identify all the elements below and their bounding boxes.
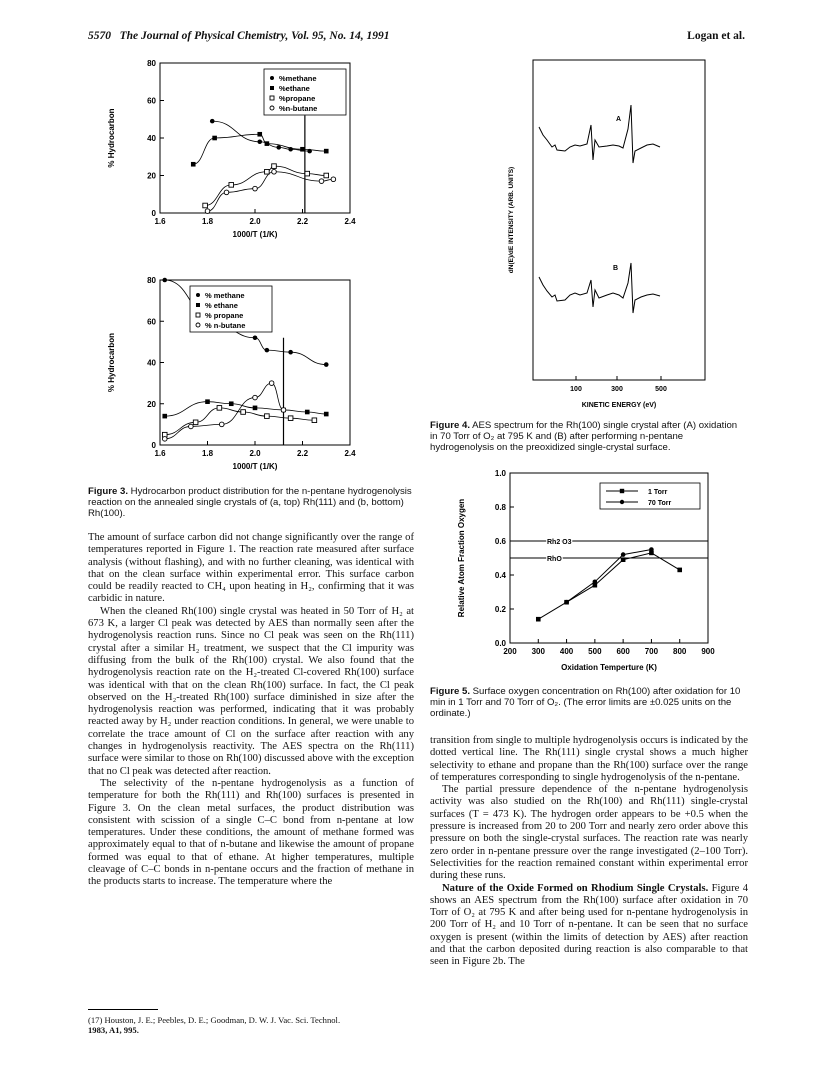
legend-marker	[196, 323, 200, 327]
x-tick-label: 1.6	[154, 217, 166, 226]
data-point	[305, 171, 310, 176]
y-tick-label: 0.8	[494, 503, 506, 512]
figure-4-caption	[430, 420, 746, 453]
data-point	[265, 141, 270, 146]
x-tick-label: 500	[655, 386, 667, 393]
legend-marker	[196, 303, 200, 307]
data-point	[536, 617, 541, 622]
figure-3-caption-text: Hydrocarbon product distribution for the n-pentane hydrogenolysis reaction on the annealed single crystals of (a, top) Rh(111) and (b, bottom) Rh(100).	[88, 486, 412, 519]
y-tick-label: 0	[151, 209, 156, 218]
paragraph: The partial pressure dependence of the n-pentane hydrogenolysis activity was also studied on the Rh(100) and Rh(111) single-crystal surfaces (T = 473 K). The hydrogen order appears to be +0.5 when the pressure is increased from 20 to 200 Torr and nearly zero order above this pressure on both the single-crystal surfaces. The reaction rate was nearly zero order in n-pentane pressure over the range investigated (2–100 Torr). Selectivities for the reaction remained constant within experimental error during these runs.	[430, 784, 748, 882]
x-tick-label: 700	[644, 647, 659, 656]
data-point	[319, 179, 324, 184]
legend-marker	[196, 313, 200, 317]
legend-label: % n-butane	[205, 321, 246, 330]
legend-label: %n-butane	[279, 104, 318, 113]
spectrum-b-label: B	[613, 265, 619, 272]
y-tick-label: 1.0	[494, 469, 506, 478]
x-tick-label: 2.2	[296, 217, 309, 226]
data-point	[324, 412, 329, 417]
data-point	[162, 437, 167, 442]
data-point	[212, 136, 217, 141]
journal-title: The Journal of Physical Chemistry, Vol. 95, No. 14, 1991	[119, 30, 390, 42]
figure-3-label: Figure 3.	[88, 486, 128, 497]
y-tick-label: 40	[147, 358, 156, 368]
data-point	[205, 209, 210, 214]
data-point	[229, 401, 234, 406]
reference-line-label: Rh2 O3	[547, 539, 572, 546]
x-tick-label: 2.0	[249, 449, 261, 458]
legend-label: %ethane	[279, 84, 310, 93]
y-axis-label: Relative Atom Fraction Oxygen	[457, 498, 466, 618]
legend-label: %methane	[279, 74, 317, 83]
figure-3b	[100, 272, 380, 487]
data-point	[564, 600, 569, 605]
x-tick-label: 300	[531, 647, 545, 656]
data-point	[324, 173, 329, 178]
data-point	[241, 410, 246, 415]
spectrum-a-label: A	[616, 116, 622, 123]
legend-label: % ethane	[205, 301, 238, 310]
x-tick-label: 300	[611, 386, 623, 393]
data-point	[224, 190, 229, 195]
data-point	[162, 414, 167, 419]
header-authors: Logan et al.	[687, 30, 745, 42]
data-point	[621, 552, 626, 557]
figure-4-caption-text: AES spectrum for the Rh(100) single crystal after (A) oxidation in 70 Torr of O₂ at 795 K and (B) after performing n-pentane hydrogenolysis on the preoxidized single-crystal surface.	[430, 420, 738, 453]
paragraph: The selectivity of the n-pentane hydrogenolysis as a function of temperature for both the Rh(111) and Rh(100) surfaces is presented in Figure 3. On the clean metal surfaces, the product distribution was consistent with scission of a single C–C bond from n-pentane at low temperatures. Under these conditions, the amount of methane formed was approximately equal to that of n-butane and likewise the amount of propane formed was equal to that of ethane. At higher temperatures, multiple cleavage of C–C bonds in n-pentane occurs and the fraction of methane in the products starts to increase. The temperature where the	[88, 777, 414, 888]
figure-4	[495, 55, 725, 415]
data-point	[324, 362, 329, 367]
figure-5-label: Figure 5.	[430, 686, 470, 697]
legend-marker	[620, 489, 624, 493]
figure-3-caption	[88, 486, 416, 519]
data-point	[210, 119, 215, 124]
data-point	[269, 381, 274, 386]
x-tick-label: 2.0	[249, 217, 261, 226]
y-tick-label: 80	[147, 59, 156, 68]
x-tick-label: 1.8	[201, 449, 214, 458]
running-header	[88, 30, 389, 42]
x-tick-label: 100	[570, 386, 582, 393]
data-point	[217, 406, 222, 411]
y-tick-label: 60	[147, 317, 156, 327]
paragraph: The amount of surface carbon did not change significantly over the range of temperatures reported in Figure 1. The reaction rate measured after surface analysis (without flashing), and with no further cleaning, was identical with that on the clean surface within experimental error. This surface carbon could be readily reacted to CH₄ upon heating in H₂, confirming that it was carbidic in nature.	[88, 532, 414, 605]
figure-3a	[100, 55, 380, 270]
x-tick-label: 400	[559, 647, 574, 656]
x-axis-label: 1000/T (1/K)	[232, 230, 278, 239]
figure-5-caption	[430, 686, 746, 719]
paragraph	[430, 883, 748, 969]
footnote-volume: 1983, A1, 995.	[88, 1025, 139, 1035]
plot-frame	[533, 60, 705, 380]
data-point	[272, 169, 277, 174]
footnote	[88, 1015, 413, 1035]
y-tick-label: 0.0	[494, 639, 506, 648]
x-tick-label: 2.2	[296, 449, 309, 458]
data-point	[324, 149, 329, 154]
legend-marker	[270, 106, 274, 110]
data-point	[193, 420, 198, 425]
legend-label: % methane	[205, 291, 245, 300]
data-point	[621, 557, 626, 562]
footnote-text: (17) Houston, J. E.; Peebles, D. E.; Goodman, D. W. J. Vac. Sci. Technol.	[88, 1015, 341, 1025]
data-point	[253, 335, 258, 340]
x-tick-label: 200	[503, 647, 517, 656]
y-axis-label: dN(E)/dE INTENSITY (ARB. UNITS)	[508, 166, 515, 274]
y-tick-label: 20	[147, 399, 156, 409]
data-point	[677, 568, 682, 573]
legend-label: % propane	[205, 311, 244, 320]
y-tick-label: 80	[147, 276, 156, 285]
data-point	[253, 186, 258, 191]
y-tick-label: 0.6	[494, 537, 506, 546]
data-point	[257, 132, 262, 137]
data-point	[288, 416, 293, 421]
data-point	[265, 169, 270, 174]
data-point	[272, 164, 277, 169]
figure-5	[450, 465, 730, 680]
y-tick-label: 40	[147, 134, 156, 143]
data-point	[305, 410, 310, 415]
y-tick-label: 0.2	[494, 605, 506, 614]
data-point	[162, 278, 167, 283]
data-point	[649, 547, 654, 552]
data-point	[300, 147, 305, 152]
legend-marker	[620, 500, 624, 504]
figure-5-caption-text: Surface oxygen concentration on Rh(100) after oxidation for 10 min in 1 Torr and 70 Torr of O₂. (The error limits are ±0.025 units on the ordinate.)	[430, 686, 741, 719]
x-axis-label: 1000/T (1/K)	[232, 462, 278, 471]
paragraph: transition from single to multiple hydrogenolysis occurs is indicated by the dotted vertical line. The Rh(111) single crystal shows a much higher selectivity to ethane and propane than the Rh(100) surface over the range of temperatures corresponding to single hydrogenolysis of the n-pentane.	[430, 735, 748, 783]
y-tick-label: 60	[147, 96, 156, 106]
x-tick-label: 2.4	[344, 217, 356, 226]
footnote-rule	[88, 1009, 158, 1010]
x-axis-label: KINETIC ENERGY (eV)	[581, 402, 657, 409]
data-point	[257, 139, 262, 144]
legend-marker	[270, 96, 274, 100]
data-point	[276, 145, 281, 150]
paragraph-text: Figure 4 shows an AES spectrum from the Rh(100) surface after oxidation in 70 Torr of O₂ at 795 K and after being used for n-pentane hydrogenolysis in 200 Torr of H₂ and 10 Torr of n-pentane. It can be seen that no surface oxygen is present (within the limits of detection by AES) after reaction and that the carbon deposited during reaction is also comparable to that seen in Figure 2b. The	[430, 882, 748, 968]
right-column-text	[430, 735, 748, 969]
x-tick-label: 600	[616, 647, 630, 656]
figure-4-label: Figure 4.	[430, 420, 470, 431]
x-tick-label: 500	[588, 647, 602, 656]
data-point	[253, 406, 258, 411]
legend-label: 70 Torr	[648, 500, 672, 507]
legend-marker	[196, 293, 200, 297]
y-tick-label: 0	[151, 441, 156, 450]
data-point	[253, 395, 258, 400]
spectrum-a-trace	[539, 105, 660, 163]
section-heading: Nature of the Oxide Formed on Rhodium Single Crystals.	[442, 882, 709, 894]
legend-marker	[270, 86, 274, 90]
data-point	[265, 348, 270, 353]
x-tick-label: 900	[701, 647, 715, 656]
paragraph: When the cleaned Rh(100) single crystal was heated in 50 Torr of H₂ at 673 K, a larger Cl peak was detected by AES than normally seen after the hydrogenolysis reaction runs. Since no Cl peak was seen on the Rh(111) crystal after a similar H₂ treatment, we suspect that the Cl impurity was diffusing from the bulk of the Rh(100) crystal. We also found that the hydrogenolysis reaction rate on the H₂-treated Cl-covered Rh(100) surface was identical with that on the clean Rh(100) surface. In fact, the Cl peak observed on the H₂-treated Rh(100) surface diminished in size after the hydrogenolysis reaction was performed, indicating that it was probably reacted away by H₂ under reaction conditions. In general, we were unable to correlate the trace amount of Cl on the surface after reaction with any changes in hydrogenolysis reactivity. The AES spectra on the Rh(111) surface were similar to those on Rh(100) discussed above with the exception that no Cl peak was detected after reaction.	[88, 605, 414, 777]
legend-label: 1 Torr	[648, 489, 668, 496]
x-axis-label: Oxidation Temperture (K)	[561, 663, 657, 672]
left-column-text	[88, 532, 414, 889]
data-point	[219, 422, 224, 427]
reference-line-label: RhO	[547, 556, 562, 563]
legend-label: %propane	[279, 94, 316, 103]
y-tick-label: 20	[147, 171, 156, 181]
y-axis-label: % Hydrocarbon	[107, 108, 116, 168]
data-point	[203, 203, 208, 208]
x-tick-label: 2.4	[344, 449, 356, 458]
data-point	[312, 418, 317, 423]
y-tick-label: 0.4	[494, 571, 506, 580]
data-point	[189, 424, 194, 429]
data-point	[205, 399, 210, 404]
y-axis-label: % Hydrocarbon	[107, 332, 116, 393]
data-point	[288, 350, 293, 355]
data-point	[191, 162, 196, 167]
data-point	[593, 580, 598, 585]
x-tick-label: 800	[673, 647, 687, 656]
data-point	[281, 408, 286, 413]
data-point	[229, 183, 234, 188]
data-point	[265, 414, 270, 419]
spectrum-b-trace	[539, 263, 660, 313]
legend-marker	[270, 76, 274, 80]
data-point	[331, 177, 336, 182]
x-tick-label: 1.8	[201, 217, 214, 226]
page-number: 5570	[88, 30, 111, 42]
fit-curve	[165, 408, 315, 435]
x-tick-label: 1.6	[154, 449, 166, 458]
